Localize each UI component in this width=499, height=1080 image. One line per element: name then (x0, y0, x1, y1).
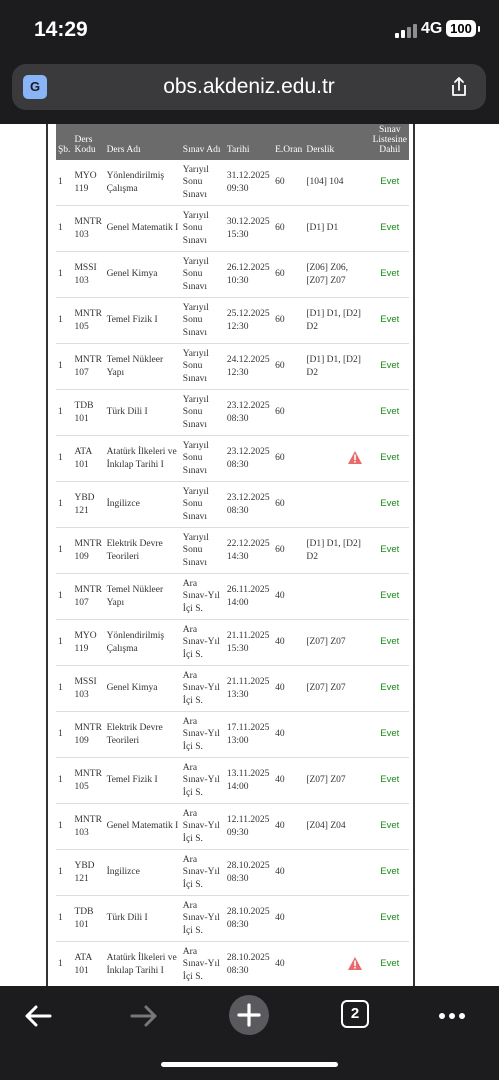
cell-ratio: 40 (273, 804, 304, 850)
evet-label: Evet (380, 958, 400, 970)
cell-ratio: 60 (273, 482, 304, 528)
browser-top-bar (0, 0, 499, 124)
cell-name: Genel Kimya (105, 252, 181, 298)
cell-ratio: 40 (273, 666, 304, 712)
cell-exam: Yarıyıl Sonu Sınavı (181, 390, 225, 436)
address-bar[interactable] (12, 64, 486, 110)
cell-ratio: 60 (273, 298, 304, 344)
cell-exam: Ara Sınav-Yıl İçi S. (181, 804, 225, 850)
cell-room (304, 850, 370, 896)
cell-list (371, 482, 409, 528)
cell-sb: 1 (56, 390, 72, 436)
url-text[interactable]: obs.akdeniz.edu.tr (163, 75, 335, 98)
cell-room: [D1] D1, [D2] D2 (304, 298, 370, 344)
cell-ratio: 60 (273, 390, 304, 436)
cell-code: ATA 101 (72, 436, 104, 482)
cell-list (371, 344, 409, 390)
cell-room: [104] 104 (304, 160, 370, 206)
cell-room (304, 896, 370, 942)
cell-list (371, 804, 409, 850)
cell-name: Temel Nükleer Yapı (105, 574, 181, 620)
header-room: Derslik (304, 124, 370, 160)
table-row (56, 528, 409, 574)
cell-list (371, 666, 409, 712)
more-icon[interactable] (436, 1000, 468, 1032)
header-sb: Şb. (56, 124, 72, 160)
cell-exam: Yarıyıl Sonu Sınavı (181, 528, 225, 574)
cell-room: [D1] D1, [D2] D2 (304, 344, 370, 390)
cell-sb: 1 (56, 574, 72, 620)
cell-room: [D1] D1, [D2] D2 (304, 528, 370, 574)
cell-code: YBD 121 (72, 850, 104, 896)
cell-ratio: 40 (273, 942, 304, 987)
cell-code: MNTR 107 (72, 574, 104, 620)
cell-date: 31.12.2025 09:30 (225, 160, 273, 206)
cell-name: İngilizce (105, 850, 181, 896)
header-list: Sınav Listesine Dahil (371, 124, 409, 160)
evet-label: Evet (380, 590, 400, 602)
table-row (56, 712, 409, 758)
cell-code: TDB 101 (72, 896, 104, 942)
table-row (56, 206, 409, 252)
table-header-row (56, 124, 409, 160)
table-row (56, 436, 409, 482)
cell-date: 23.12.2025 08:30 (225, 390, 273, 436)
cell-sb: 1 (56, 942, 72, 987)
cell-exam: Ara Sınav-Yıl İçi S. (181, 712, 225, 758)
cell-exam: Ara Sınav-Yıl İçi S. (181, 666, 225, 712)
evet-label: Evet (380, 544, 400, 556)
cell-ratio: 60 (273, 528, 304, 574)
evet-label: Evet (380, 360, 400, 372)
cell-name: Atatürk İlkeleri ve İnkılap Tarihi I (105, 436, 181, 482)
evet-label: Evet (380, 682, 400, 694)
header-name: Ders Adı (105, 124, 181, 160)
cell-list (371, 712, 409, 758)
cell-exam: Yarıyıl Sonu Sınavı (181, 206, 225, 252)
cell-room: [Z06] Z06, [Z07] Z07 (304, 252, 370, 298)
cell-ratio: 40 (273, 620, 304, 666)
cell-sb: 1 (56, 206, 72, 252)
cell-name: Temel Nükleer Yapı (105, 344, 181, 390)
cell-code: ATA 101 (72, 942, 104, 987)
cell-room: [Z07] Z07 (304, 758, 370, 804)
cell-sb: 1 (56, 298, 72, 344)
cell-exam: Yarıyıl Sonu Sınavı (181, 160, 225, 206)
cell-date: 17.11.2025 13:00 (225, 712, 273, 758)
table-row (56, 344, 409, 390)
cell-name: Türk Dili I (105, 390, 181, 436)
cell-sb: 1 (56, 758, 72, 804)
plus-icon[interactable] (228, 994, 270, 1036)
cell-name: Genel Matematik I (105, 804, 181, 850)
cell-ratio: 40 (273, 850, 304, 896)
cell-list (371, 896, 409, 942)
table-row (56, 804, 409, 850)
cell-room: [D1] D1 (304, 206, 370, 252)
evet-label: Evet (380, 774, 400, 786)
share-icon[interactable] (448, 76, 470, 98)
evet-label: Evet (380, 452, 400, 464)
cell-date: 23.12.2025 08:30 (225, 482, 273, 528)
home-indicator (161, 1062, 338, 1067)
cell-date: 24.12.2025 12:30 (225, 344, 273, 390)
header-exam: Sınav Adı (181, 124, 225, 160)
table-row (56, 896, 409, 942)
cell-date: 28.10.2025 08:30 (225, 896, 273, 942)
cell-sb: 1 (56, 850, 72, 896)
network-label: 4G (421, 20, 443, 37)
cell-exam: Yarıyıl Sonu Sınavı (181, 298, 225, 344)
cell-name: Genel Matematik I (105, 206, 181, 252)
cell-code: MNTR 103 (72, 804, 104, 850)
cell-date: 30.12.2025 15:30 (225, 206, 273, 252)
cell-ratio: 40 (273, 896, 304, 942)
cell-list (371, 620, 409, 666)
cell-sb: 1 (56, 436, 72, 482)
cell-list (371, 252, 409, 298)
cell-code: MNTR 109 (72, 712, 104, 758)
cell-list (371, 436, 409, 482)
cell-name: Atatürk İlkeleri ve İnkılap Tarihi I (105, 942, 181, 987)
cell-room: [Z07] Z07 (304, 620, 370, 666)
evet-label: Evet (380, 268, 400, 280)
exam-table (56, 124, 409, 986)
cell-exam: Yarıyıl Sonu Sınavı (181, 482, 225, 528)
cell-exam: Ara Sınav-Yıl İçi S. (181, 758, 225, 804)
cell-name: Temel Fizik I (105, 298, 181, 344)
status-time: 14:29 (34, 18, 88, 41)
cell-list (371, 942, 409, 987)
cell-date: 26.11.2025 14:00 (225, 574, 273, 620)
cell-ratio: 40 (273, 758, 304, 804)
cell-ratio: 60 (273, 436, 304, 482)
cell-exam: Ara Sınav-Yıl İçi S. (181, 574, 225, 620)
cell-date: 26.12.2025 10:30 (225, 252, 273, 298)
translate-icon[interactable]: G (23, 75, 47, 99)
cell-sb: 1 (56, 344, 72, 390)
cell-code: MNTR 103 (72, 206, 104, 252)
cell-code: MNTR 105 (72, 298, 104, 344)
cell-code: MNTR 107 (72, 344, 104, 390)
cell-exam: Ara Sınav-Yıl İçi S. (181, 850, 225, 896)
cell-code: TDB 101 (72, 390, 104, 436)
table-row (56, 298, 409, 344)
cell-room (304, 712, 370, 758)
cell-room: [Z04] Z04 (304, 804, 370, 850)
cell-exam: Ara Sınav-Yıl İçi S. (181, 620, 225, 666)
table-row (56, 482, 409, 528)
cell-ratio: 60 (273, 252, 304, 298)
cell-ratio: 40 (273, 574, 304, 620)
evet-label: Evet (380, 176, 400, 188)
evet-label: Evet (380, 406, 400, 418)
warning-icon[interactable] (347, 450, 363, 465)
status-bar (0, 0, 499, 58)
table-row (56, 160, 409, 206)
evet-label: Evet (380, 728, 400, 740)
table-row (56, 942, 409, 987)
cell-sb: 1 (56, 666, 72, 712)
cell-list (371, 160, 409, 206)
cell-sb: 1 (56, 160, 72, 206)
header-code: Ders Kodu (72, 124, 104, 160)
cell-date: 28.10.2025 08:30 (225, 850, 273, 896)
cell-code: MYO 119 (72, 620, 104, 666)
cell-code: MSSI 103 (72, 666, 104, 712)
cell-code: MYO 119 (72, 160, 104, 206)
header-ratio: E.Oran (273, 124, 304, 160)
tabs-icon[interactable]: 2 (341, 1000, 369, 1028)
cell-date: 28.10.2025 08:30 (225, 942, 273, 987)
cell-exam: Yarıyıl Sonu Sınavı (181, 344, 225, 390)
evet-label: Evet (380, 912, 400, 924)
warning-icon[interactable] (347, 956, 363, 971)
cell-room: [Z07] Z07 (304, 666, 370, 712)
cell-name: Genel Kimya (105, 666, 181, 712)
cell-code: MSSI 103 (72, 252, 104, 298)
cell-exam: Ara Sınav-Yıl İçi S. (181, 896, 225, 942)
cell-sb: 1 (56, 896, 72, 942)
evet-label: Evet (380, 820, 400, 832)
cell-exam: Yarıyıl Sonu Sınavı (181, 436, 225, 482)
cell-sb: 1 (56, 804, 72, 850)
table-row (56, 390, 409, 436)
table-row (56, 574, 409, 620)
cell-code: YBD 121 (72, 482, 104, 528)
cell-list (371, 528, 409, 574)
table-row (56, 620, 409, 666)
table-row (56, 758, 409, 804)
cell-date: 12.11.2025 09:30 (225, 804, 273, 850)
cell-name: İngilizce (105, 482, 181, 528)
cell-code: MNTR 109 (72, 528, 104, 574)
cell-name: Elektrik Devre Teorileri (105, 528, 181, 574)
cell-ratio: 60 (273, 344, 304, 390)
cell-room (304, 390, 370, 436)
cell-name: Temel Fizik I (105, 758, 181, 804)
cell-exam: Ara Sınav-Yıl İçi S. (181, 942, 225, 987)
cell-name: Elektrik Devre Teorileri (105, 712, 181, 758)
evet-label: Evet (380, 866, 400, 878)
cell-ratio: 60 (273, 160, 304, 206)
cell-room (304, 482, 370, 528)
header-date: Tarihi (225, 124, 273, 160)
cell-list (371, 758, 409, 804)
cell-name: Türk Dili I (105, 896, 181, 942)
cell-list (371, 390, 409, 436)
evet-label: Evet (380, 314, 400, 326)
cell-date: 25.12.2025 12:30 (225, 298, 273, 344)
table-row (56, 252, 409, 298)
cell-ratio: 60 (273, 206, 304, 252)
cell-sb: 1 (56, 528, 72, 574)
cell-code: MNTR 105 (72, 758, 104, 804)
cell-sb: 1 (56, 620, 72, 666)
cell-date: 22.12.2025 14:30 (225, 528, 273, 574)
cell-list (371, 850, 409, 896)
cell-sb: 1 (56, 252, 72, 298)
battery-icon: 100 (446, 20, 476, 37)
table-row (56, 850, 409, 896)
evet-label: Evet (380, 222, 400, 234)
signal-icon (395, 24, 419, 38)
cell-name: Yönlendirilmiş Çalışma (105, 620, 181, 666)
cell-room (304, 574, 370, 620)
cell-date: 23.12.2025 08:30 (225, 436, 273, 482)
cell-date: 13.11.2025 14:00 (225, 758, 273, 804)
arrow-left-icon[interactable] (22, 1000, 54, 1032)
page-content (0, 124, 499, 986)
cell-list (371, 298, 409, 344)
evet-label: Evet (380, 498, 400, 510)
cell-date: 21.11.2025 13:30 (225, 666, 273, 712)
cell-list (371, 574, 409, 620)
cell-sb: 1 (56, 482, 72, 528)
table-row (56, 666, 409, 712)
evet-label: Evet (380, 636, 400, 648)
cell-list (371, 206, 409, 252)
cell-name: Yönlendirilmiş Çalışma (105, 160, 181, 206)
cell-exam: Yarıyıl Sonu Sınavı (181, 252, 225, 298)
cell-ratio: 40 (273, 712, 304, 758)
cell-sb: 1 (56, 712, 72, 758)
browser-bottom-bar (0, 986, 499, 1080)
arrow-right-icon[interactable] (128, 1000, 160, 1032)
cell-date: 21.11.2025 15:30 (225, 620, 273, 666)
